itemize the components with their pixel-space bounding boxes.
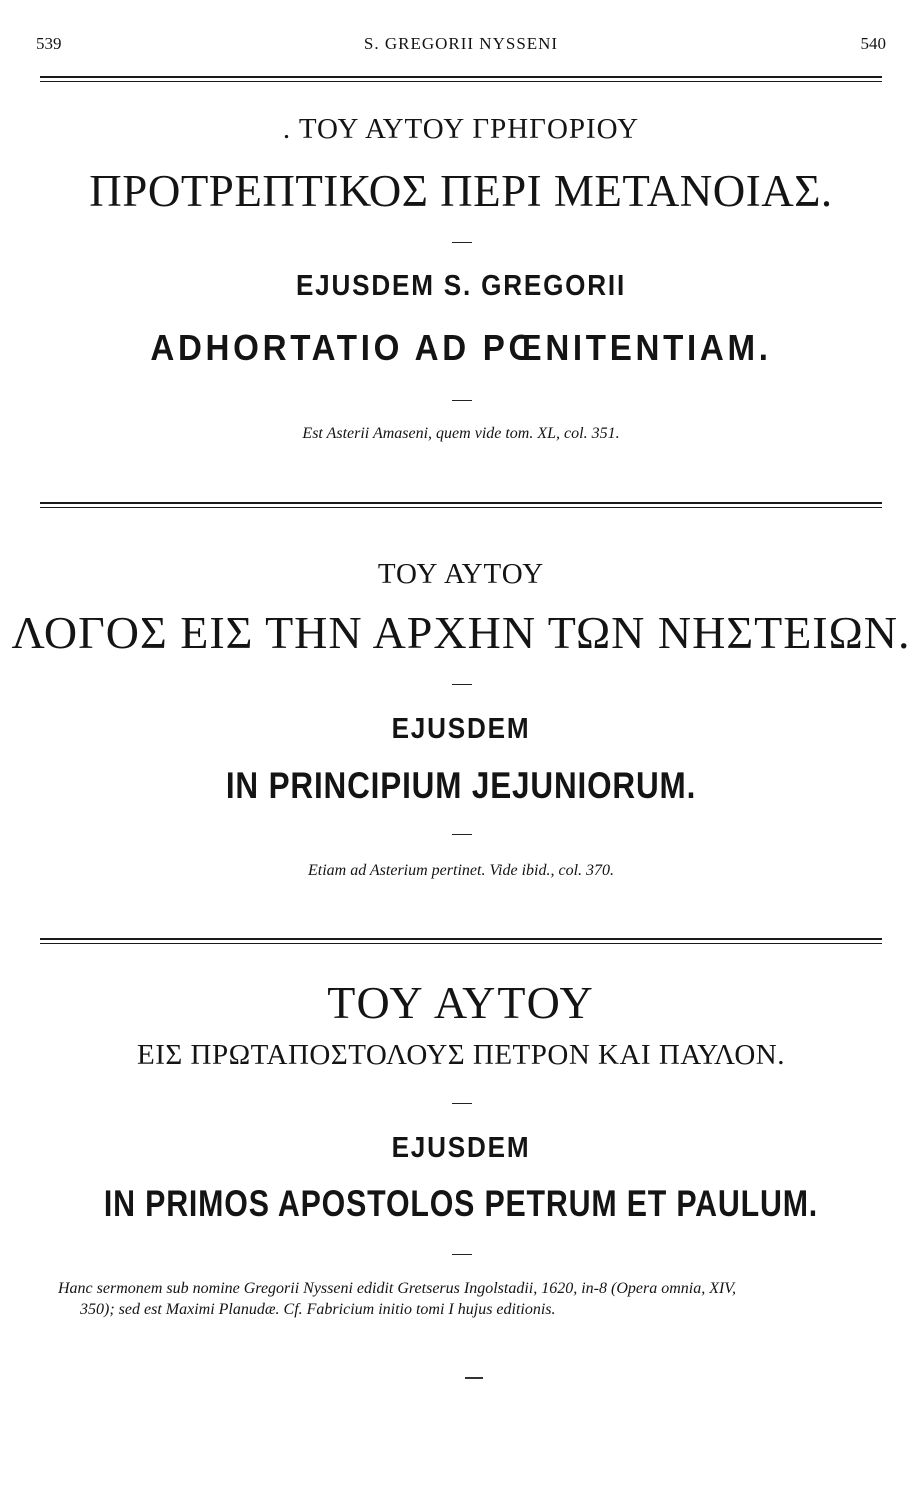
section-1-greek-title: ΠΡΟΤΡΕΠΤΙΚΟΣ ΠΕΡΙ ΜΕΤΑΝΟΙΑΣ. — [89, 166, 833, 216]
section-2-greek-heading: ΤΟΥ ΑΥΤΟΥ — [377, 558, 545, 590]
section-3-latin-heading: EJUSDEM — [391, 1132, 531, 1164]
section-1-dash-1 — [452, 242, 472, 243]
section-3-latin-title: IN PRIMOS APOSTOLOS PETRUM ET PAULUM. — [103, 1183, 819, 1224]
section-3-note — [58, 1278, 882, 1320]
section-3-note-line-1: Hanc sermonem sub nomine Gregorii Nysseni edidit Gretserus Ingolstadii, 1620, in-8 (Opera omnia, XIV, — [58, 1280, 737, 1297]
section-2-latin-heading: EJUSDEM — [391, 713, 531, 745]
section-2-latin-title: IN PRINCIPIUM JEJUNIORUM. — [225, 765, 697, 806]
header-rule-thin — [40, 81, 882, 82]
section-2-dash-2 — [452, 834, 472, 835]
section-2-dash-1 — [452, 684, 472, 685]
section-1-note: Est Asterii Amaseni, quem vide tom. XL, col. 351. — [302, 425, 620, 442]
section-1-latin-heading: EJUSDEM S. GREGORII — [295, 270, 627, 302]
section-2-note: Etiam ad Asterium pertinet. Vide ibid., col. 370. — [307, 862, 615, 879]
section-3-note-line-2: 350); sed est Maximi Planudæ. Cf. Fabricium initio tomi I hujus editionis. — [80, 1301, 556, 1318]
page-number-right: 540 — [860, 34, 886, 53]
section-divider-2 — [40, 938, 882, 940]
section-3-dash-1 — [452, 1103, 472, 1104]
end-mark — [465, 1377, 483, 1379]
section-divider-2-thin — [40, 943, 882, 944]
page-number-left: 539 — [36, 34, 62, 53]
section-divider-1 — [40, 502, 882, 504]
page-header — [36, 30, 886, 60]
section-3-greek-title: ΕΙΣ ΠΡΩΤΑΠΟΣΤΟΛΟΥΣ ΠΕΤΡΟΝ ΚΑΙ ΠΑΥΛΟΝ. — [137, 1039, 785, 1071]
section-divider-1-thin — [40, 507, 882, 508]
section-3-dash-2 — [452, 1254, 472, 1255]
section-3-greek-heading: ΤΟΥ ΑΥΤΟΥ — [327, 977, 595, 1028]
section-2-greek-title: ΛΟΓΟΣ ΕΙΣ ΤΗΝ ΑΡΧΗΝ ΤΩΝ ΝΗΣΤΕΙΩΝ. — [11, 607, 911, 658]
section-1-greek-heading: . ΤΟΥ ΑΥΤΟΥ ΓΡΗΓΟΡΙΟΥ — [282, 113, 640, 145]
section-1-latin-title: ADHORTATIO AD PŒNITENTIAM. — [150, 327, 772, 368]
running-title: S. GREGORII NYSSENI — [363, 34, 559, 53]
header-rule — [40, 76, 882, 78]
section-1-dash-2 — [452, 400, 472, 401]
